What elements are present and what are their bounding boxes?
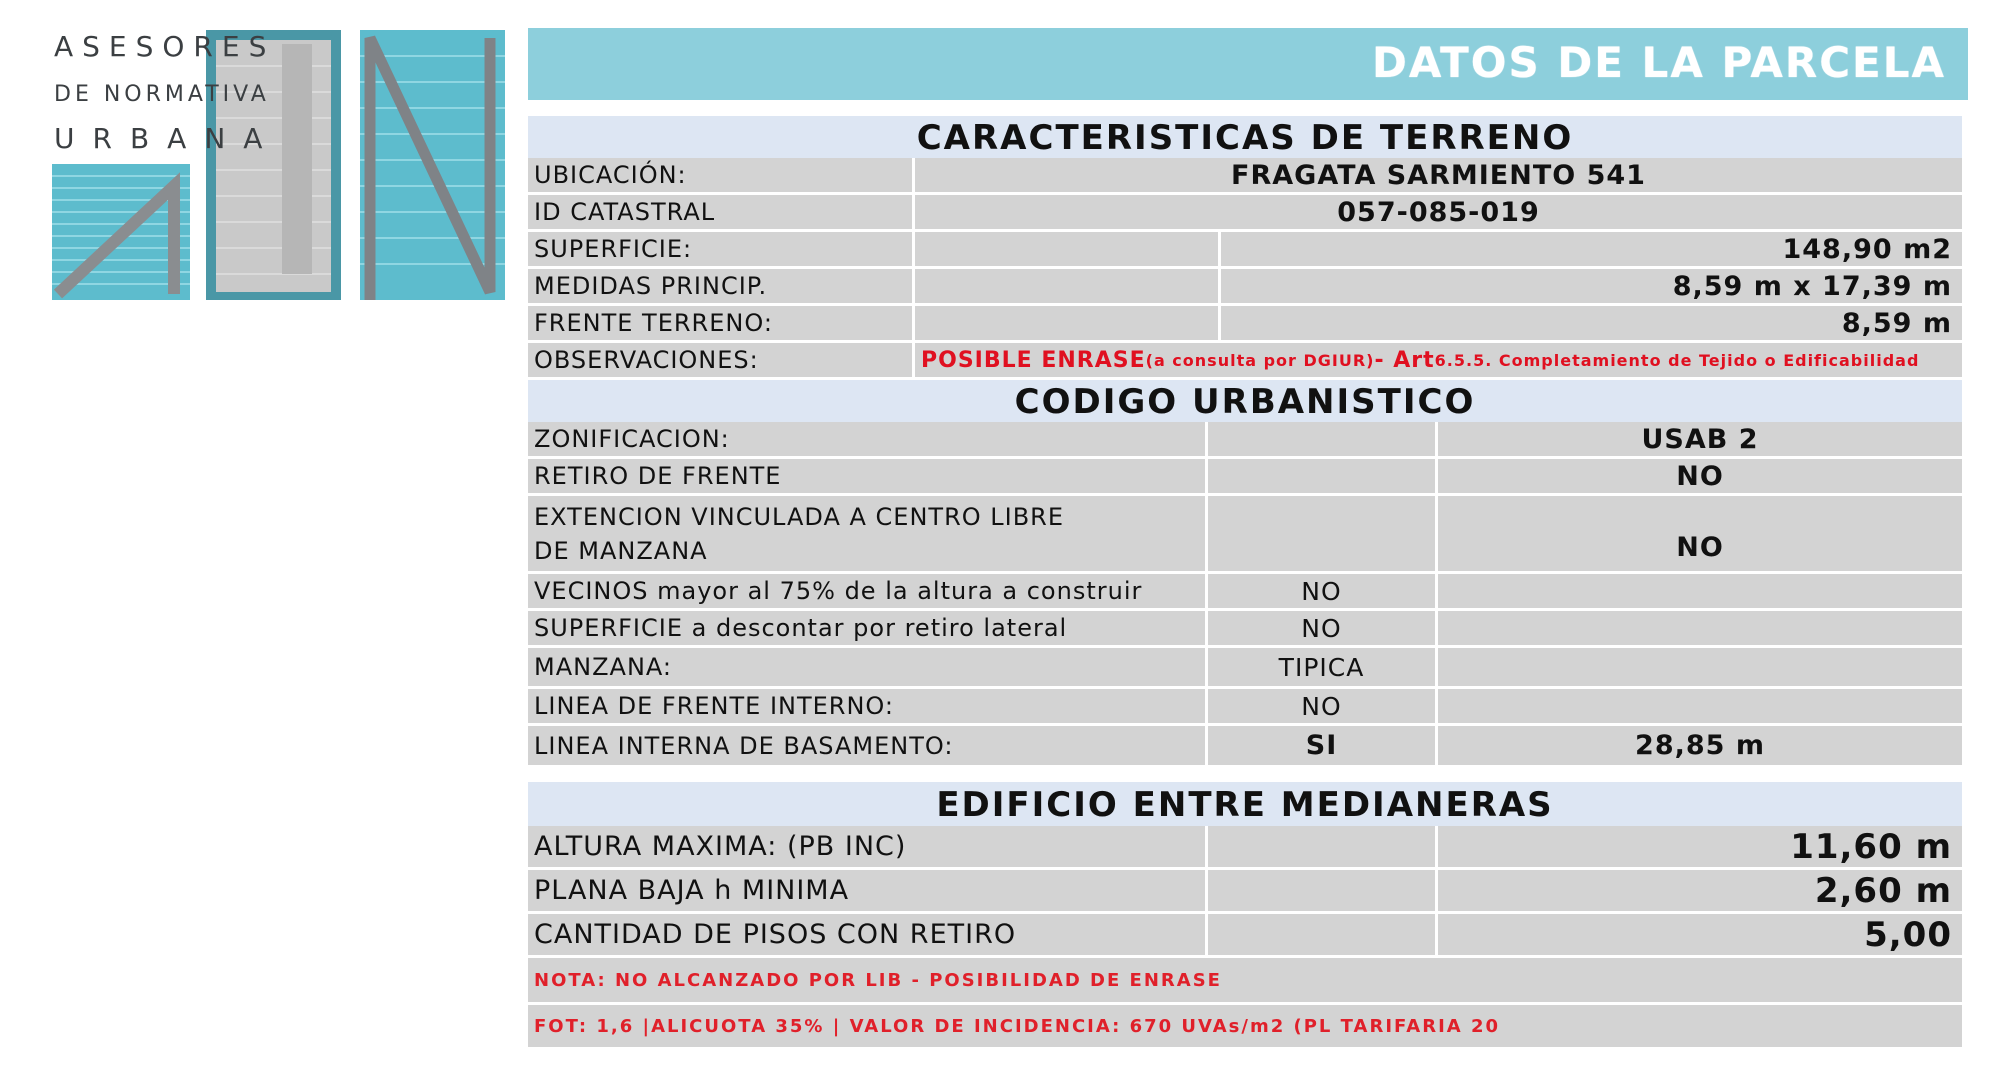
obs-detail: 6.5.5. Completamiento de Tejido o Edificabilidad xyxy=(1434,350,1920,370)
empty-cell xyxy=(1438,574,1962,608)
retiro-frente-value: NO xyxy=(1676,460,1724,492)
linea-basamento-dist: 28,85 m xyxy=(1635,730,1765,761)
frente-value: 8,59 m xyxy=(1841,307,1952,339)
planta-baja-value: 2,60 m xyxy=(1814,870,1952,911)
superficie-lateral-label: SUPERFICIE a descontar por retiro lateral xyxy=(528,611,1208,645)
table-row-superficie xyxy=(528,232,1962,269)
obs-main: POSIBLE ENRASE xyxy=(921,347,1146,373)
page-title: DATOS DE LA PARCELA xyxy=(1372,38,1946,87)
table-row-manzana xyxy=(528,648,1962,689)
observaciones-value xyxy=(915,343,1962,377)
planta-baja-label: PLANA BAJA h MINIMA xyxy=(528,870,1208,911)
zonificacion-value: USAB 2 xyxy=(1641,423,1759,455)
table-row-frente xyxy=(528,306,1962,343)
empty-cell xyxy=(1208,422,1438,456)
table-row-retiro-frente xyxy=(528,459,1962,496)
table-row-id-catastral xyxy=(528,195,1962,232)
linea-basamento-value: SI xyxy=(1208,726,1438,765)
altura-label: ALTURA MAXIMA: (PB INC) xyxy=(528,826,1208,867)
nota-row: NOTA: NO ALCANZADO POR LIB - POSIBILIDAD DE ENRASE xyxy=(528,958,1962,1005)
vecinos-label: VECINOS mayor al 75% de la altura a construir xyxy=(528,574,1208,608)
medidas-value: 8,59 m x 17,39 m xyxy=(1672,270,1952,302)
zonificacion-label: ZONIFICACION: xyxy=(528,422,1208,456)
obs-art: - Art xyxy=(1374,347,1435,373)
section-title-edificio: EDIFICIO ENTRE MEDIANERAS xyxy=(528,782,1962,826)
linea-frente-value: NO xyxy=(1208,689,1438,723)
extension-value: NO xyxy=(1676,532,1724,563)
fot-row: FOT: 1,6 |ALICUOTA 35% | VALOR DE INCIDENCIA: 670 UVAs/m2 (PL TARIFARIA 20 xyxy=(528,1005,1962,1050)
table-row-observaciones xyxy=(528,343,1962,380)
empty-cell xyxy=(1438,689,1962,723)
empty-cell xyxy=(1438,648,1962,686)
observaciones-label: OBSERVACIONES: xyxy=(528,343,915,377)
table-row-altura xyxy=(528,826,1962,870)
retiro-frente-label: RETIRO DE FRENTE xyxy=(528,459,1208,493)
table-row-ubicacion xyxy=(528,158,1962,195)
parcel-data-sheet xyxy=(528,116,1962,1050)
empty-cell xyxy=(915,306,1221,340)
pisos-label: CANTIDAD DE PISOS CON RETIRO xyxy=(528,914,1208,955)
manzana-label: MANZANA: xyxy=(528,648,1208,686)
logo-line-2: DE NORMATIVA xyxy=(54,82,270,107)
table-row-linea-basamento xyxy=(528,726,1962,768)
empty-cell xyxy=(915,269,1221,303)
section-title-codigo: CODIGO URBANISTICO xyxy=(528,380,1962,422)
ubicacion-value: FRAGATA SARMIENTO 541 xyxy=(1231,159,1646,191)
empty-cell xyxy=(1438,611,1962,645)
table-row-pisos xyxy=(528,914,1962,958)
header-bar xyxy=(528,28,1968,100)
empty-cell xyxy=(915,232,1221,266)
section-title-terreno: CARACTERISTICAS DE TERRENO xyxy=(528,116,1962,158)
table-row-planta-baja xyxy=(528,870,1962,914)
altura-value: 11,60 m xyxy=(1790,826,1952,867)
pisos-value: 5,00 xyxy=(1864,914,1952,955)
ubicacion-label: UBICACIÓN: xyxy=(528,158,915,192)
table-row-extension xyxy=(528,496,1962,574)
empty-cell xyxy=(1208,496,1438,571)
logo-line-3: URBANA xyxy=(54,122,281,155)
empty-cell xyxy=(1208,914,1438,955)
empty-cell xyxy=(1208,826,1438,867)
linea-frente-label: LINEA DE FRENTE INTERNO: xyxy=(528,689,1208,723)
superficie-value: 148,90 m2 xyxy=(1782,233,1952,265)
table-row-vecinos xyxy=(528,574,1962,611)
table-row-zonificacion xyxy=(528,422,1962,459)
empty-cell xyxy=(1208,870,1438,911)
medidas-label: MEDIDAS PRINCIP. xyxy=(528,269,915,303)
id-catastral-label: ID CATASTRAL xyxy=(528,195,915,229)
superficie-lateral-value: NO xyxy=(1208,611,1438,645)
table-row-medidas xyxy=(528,269,1962,306)
section-gap xyxy=(528,768,1962,782)
logo-line-1: ASESORES xyxy=(54,30,276,63)
vecinos-value: NO xyxy=(1208,574,1438,608)
frente-label: FRENTE TERRENO: xyxy=(528,306,915,340)
obs-paren: (a consulta por DGIUR) xyxy=(1145,350,1375,370)
linea-basamento-label: LINEA INTERNA DE BASAMENTO: xyxy=(528,726,1208,765)
empty-cell xyxy=(1208,459,1438,493)
adn-logo-graphic xyxy=(50,26,510,311)
logo xyxy=(50,26,510,311)
manzana-value: TIPICA xyxy=(1208,648,1438,686)
table-row-superficie-lateral xyxy=(528,611,1962,648)
superficie-label: SUPERFICIE: xyxy=(528,232,915,266)
extension-label: EXTENCION VINCULADA A CENTRO LIBRE DE MANZANA xyxy=(528,496,1208,571)
table-row-linea-frente xyxy=(528,689,1962,726)
id-catastral-value: 057-085-019 xyxy=(1337,196,1540,228)
